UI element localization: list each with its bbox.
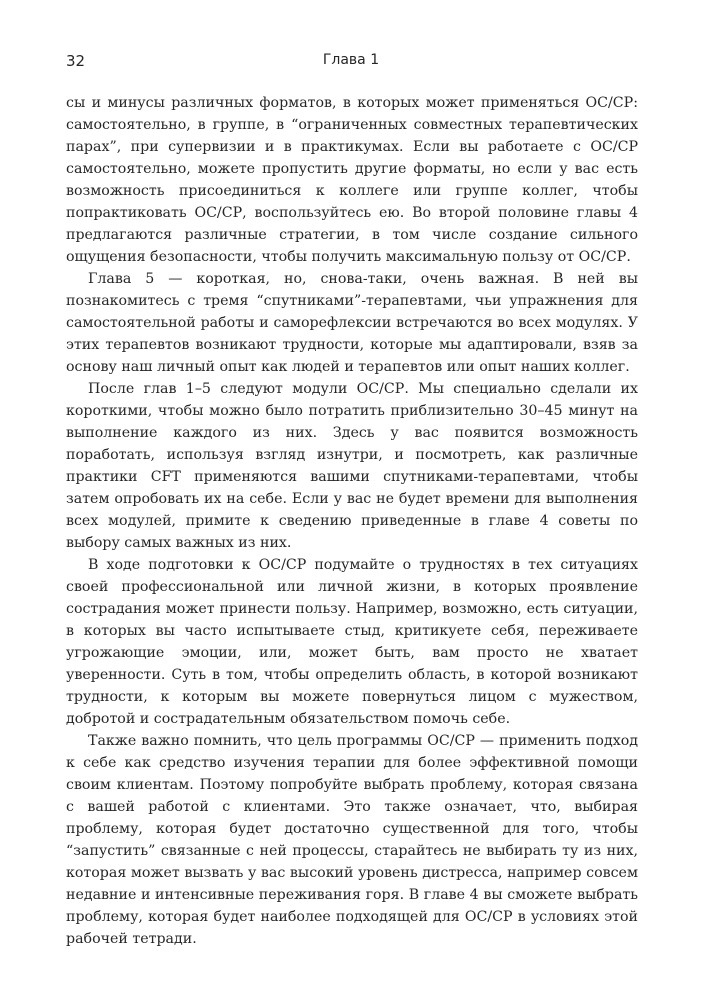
paragraph-modules: После глав 1–5 следуют модули ОС/СР. Мы специально сделали их короткими, чтобы можно было потратить приблизительно 30–45 минут на выполнение каждого из них. Здесь у вас появится возможность поработать, используя взгляд изнутри, и посмотреть, как различные практики CFT применяются вашими спутниками-терапевтами, чтобы затем опробовать их на себе. Если у вас не будет времени для выполнения всех модулей, примите к сведению приведенные в главе 4 советы по выбору самых важных из них.: [66, 381, 638, 551]
paragraph-program-goal: Также важно помнить, что цель программы ОС/СР — применить подход к себе как средство изучения терапии для более эффективной помощи своим клиентам. Поэтому попробуйте выбрать проблему, которая связана с вашей работой с клиентами. Это также означает, что, выбирая проблему, которая будет достаточно существенной для того, чтобы “запустить” связанные с ней процессы, старайтесь не выбирать ту из них, которая может вызвать у вас высокий уровень дистресса, например совсем недавние и интенсивные переживания горя. В главе 4 вы сможете выбрать проблему, которая будет наиболее подходящей для ОС/СР в условиях этой рабочей тетради.: [66, 733, 638, 947]
running-head-chapter: Глава 1: [322, 52, 380, 68]
paragraph-continuation: сы и минусы различных форматов, в которых может применяться ОС/СР: самостоятельно, в группе, в “ограниченных совместных терапевтических парах”, при супервизии и в практикумах. Если вы работаете с ОС/СР самостоятельно, можете пропустить другие форматы, но если у вас есть возможность присоединиться к коллеге или группе коллег, чтобы попрактиковать ОС/СР, воспользуйтесь ею. Во второй половине главы 4 предлагаются различные стратегии, в том числе создание сильного ощущения безопасности, чтобы получить максимальную пользу от ОС/СР.: [66, 95, 638, 265]
page-header: [66, 52, 636, 76]
paragraph-chapter-5: Глава 5 — короткая, но, снова-таки, очень важная. В ней вы познакомитесь с тремя “спутниками”-терапевтами, чьи упражнения для самостоятельной работы и саморефлексии встречаются во всех модулях. У этих терапевтов возникают трудности, которые мы адаптировали, взяв за основу наш личный опыт как людей и терапевтов или опыт наших коллег.: [66, 271, 638, 375]
page-number: 32: [66, 52, 86, 70]
body-text: [66, 92, 638, 950]
paragraph-preparation: В ходе подготовки к ОС/СР подумайте о трудностях в тех ситуациях своей профессиональной или личной жизни, в которых проявление сострадания может принести пользу. Например, возможно, есть ситуации, в которых вы часто испытываете стыд, критикуете себя, переживаете угрожающие эмоции, или, может быть, вам просто не хватает уверенности. Суть в том, чтобы определить область, в которой возникают трудности, к которым вы можете повернуться лицом с мужеством, добротой и сострадательным обязательством помочь себе.: [66, 557, 638, 727]
